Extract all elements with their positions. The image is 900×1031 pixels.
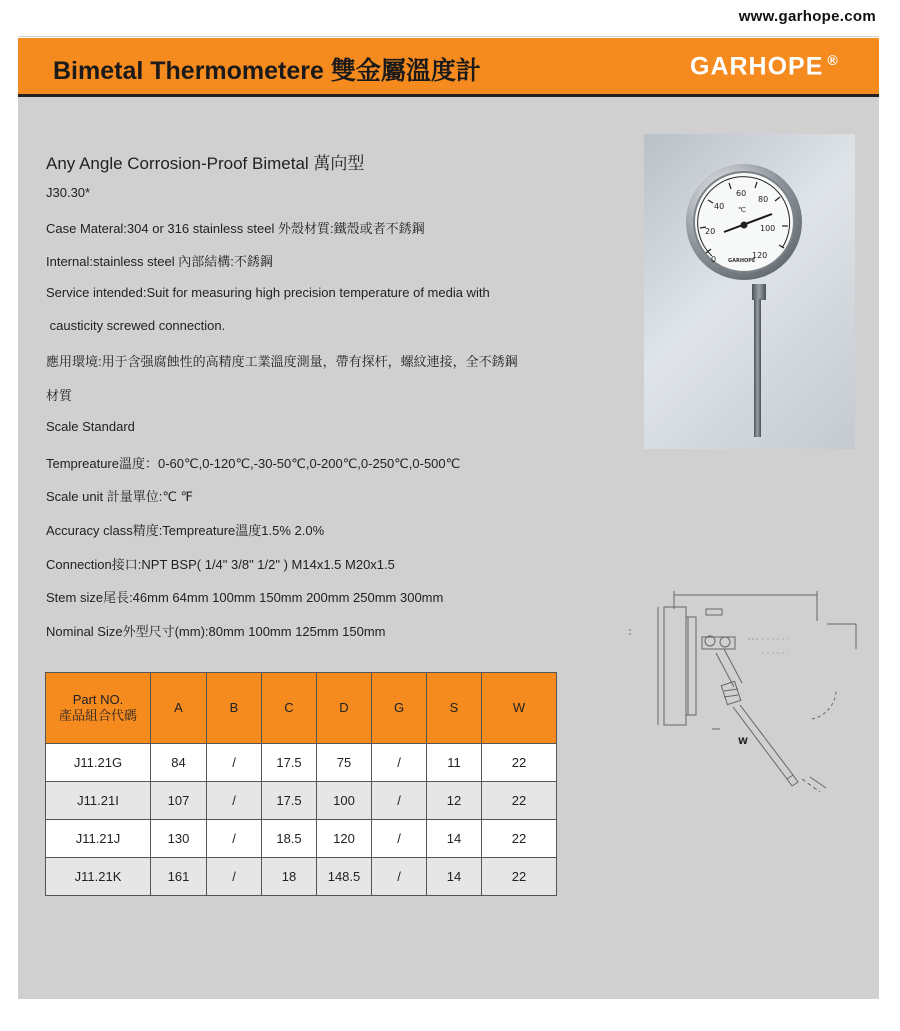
- spec-line: Scale unit 計量單位:℃ ℉: [46, 489, 193, 504]
- table-row: [46, 858, 557, 896]
- column-header-a: A: [151, 673, 207, 744]
- table-row: [46, 744, 557, 782]
- spec-line: Stem size尾長:46mm 64mm 100mm 150mm 200mm 250mm 300mm: [46, 590, 444, 605]
- table-cell: 18.5: [262, 820, 317, 858]
- part-header-en: Part NO.: [72, 692, 124, 707]
- page-title: Bimetal Thermometere 雙金屬溫度計: [53, 57, 481, 85]
- table-cell: /: [372, 782, 427, 820]
- table-cell: 130: [151, 820, 207, 858]
- table-cell: /: [207, 782, 262, 820]
- product-subtitle: Any Angle Corrosion-Proof Bimetal 萬向型: [46, 154, 365, 173]
- brand-logo: [690, 52, 838, 81]
- table-cell: J11.21K: [46, 858, 151, 896]
- column-header-w: W: [482, 673, 557, 744]
- product-photo: [644, 134, 855, 449]
- column-header-c: C: [262, 673, 317, 744]
- dial-tick-label: 20: [705, 227, 716, 236]
- table-cell: /: [372, 744, 427, 782]
- table-cell: 17.5: [262, 782, 317, 820]
- dial-tick-label: 80: [758, 195, 769, 204]
- column-header-s: S: [427, 673, 482, 744]
- dimension-drawing: [612, 579, 874, 819]
- table-cell: 22: [482, 782, 557, 820]
- spec-line: 材質: [46, 388, 73, 403]
- table-cell: 18: [262, 858, 317, 896]
- table-cell: /: [372, 820, 427, 858]
- header-banner: [18, 38, 879, 97]
- table-cell: /: [207, 744, 262, 782]
- part-header-zh: 產品組合代碼: [58, 708, 137, 723]
- column-header-g: G: [372, 673, 427, 744]
- spec-line: Service intended:Suit for measuring high precision temperature of media with: [46, 285, 490, 300]
- column-header-d: D: [317, 673, 372, 744]
- part-number-header: [46, 673, 151, 744]
- column-header-b: B: [207, 673, 262, 744]
- table-cell: 75: [317, 744, 372, 782]
- spec-line: J30.30*: [46, 185, 91, 200]
- spec-line: Connection接口:NPT BSP( 1/4" 3/8" 1/2" ) M14x1.5 M20x1.5: [46, 557, 395, 572]
- table-cell: /: [207, 858, 262, 896]
- site-url[interactable]: www.garhope.com: [738, 8, 876, 25]
- spec-line: Case Materal:304 or 316 stainless steel 外殼材質:鐵殼或者不銹鋼: [46, 221, 425, 236]
- table-cell: 14: [427, 858, 482, 896]
- top-rule: [18, 36, 879, 37]
- table-cell: 22: [482, 744, 557, 782]
- table-row: [46, 782, 557, 820]
- table-cell: 148.5: [317, 858, 372, 896]
- spec-line: Scale Standard: [46, 419, 135, 434]
- spec-table: [45, 672, 557, 896]
- table-cell: 84: [151, 744, 207, 782]
- table-row: [46, 820, 557, 858]
- content-panel: [18, 97, 879, 999]
- spec-line: Internal:stainless steel 內部結構:不銹鋼: [46, 254, 273, 269]
- table-cell: 120: [317, 820, 372, 858]
- table-cell: 22: [482, 858, 557, 896]
- table-cell: J11.21I: [46, 782, 151, 820]
- registered-mark: ®: [827, 52, 838, 68]
- table-cell: J11.21J: [46, 820, 151, 858]
- table-cell: 17.5: [262, 744, 317, 782]
- brand-name: GARHOPE: [690, 52, 824, 81]
- table-cell: 22: [482, 820, 557, 858]
- dial-tick-label: 40: [714, 202, 725, 211]
- spec-line: Tempreature溫度：0-60℃,0-120℃,-30-50℃,0-200℃,0-250℃,0-500℃: [46, 456, 461, 471]
- spec-line: 應用環境:用于含强腐蝕性的高精度工業溫度測量，帶有探杆，螺紋連接，全不銹鋼: [46, 354, 518, 369]
- table-cell: J11.21G: [46, 744, 151, 782]
- table-cell: /: [372, 858, 427, 896]
- dial-tick-label: 60: [736, 189, 747, 198]
- table-cell: /: [207, 820, 262, 858]
- table-cell: 11: [427, 744, 482, 782]
- table-header-row: [46, 673, 557, 744]
- table-cell: 107: [151, 782, 207, 820]
- spec-line: Nominal Size外型尺寸(mm):80mm 100mm 125mm 150mm: [46, 624, 386, 639]
- dial-unit: ℃: [738, 206, 746, 214]
- dial-tick-label: 100: [760, 224, 776, 233]
- dimension-label-w: W: [738, 737, 748, 747]
- dial-brand: GARHOPE: [728, 258, 756, 264]
- table-cell: 161: [151, 858, 207, 896]
- table-cell: 12: [427, 782, 482, 820]
- dial-tick-label: 120: [752, 251, 768, 260]
- table-cell: 100: [317, 782, 372, 820]
- spec-line: Accuracy class精度:Tempreature溫度1.5% 2.0%: [46, 523, 325, 538]
- dial-tick-label: 0: [711, 255, 717, 264]
- table-cell: 14: [427, 820, 482, 858]
- spec-line: causticity screwed connection.: [46, 318, 226, 333]
